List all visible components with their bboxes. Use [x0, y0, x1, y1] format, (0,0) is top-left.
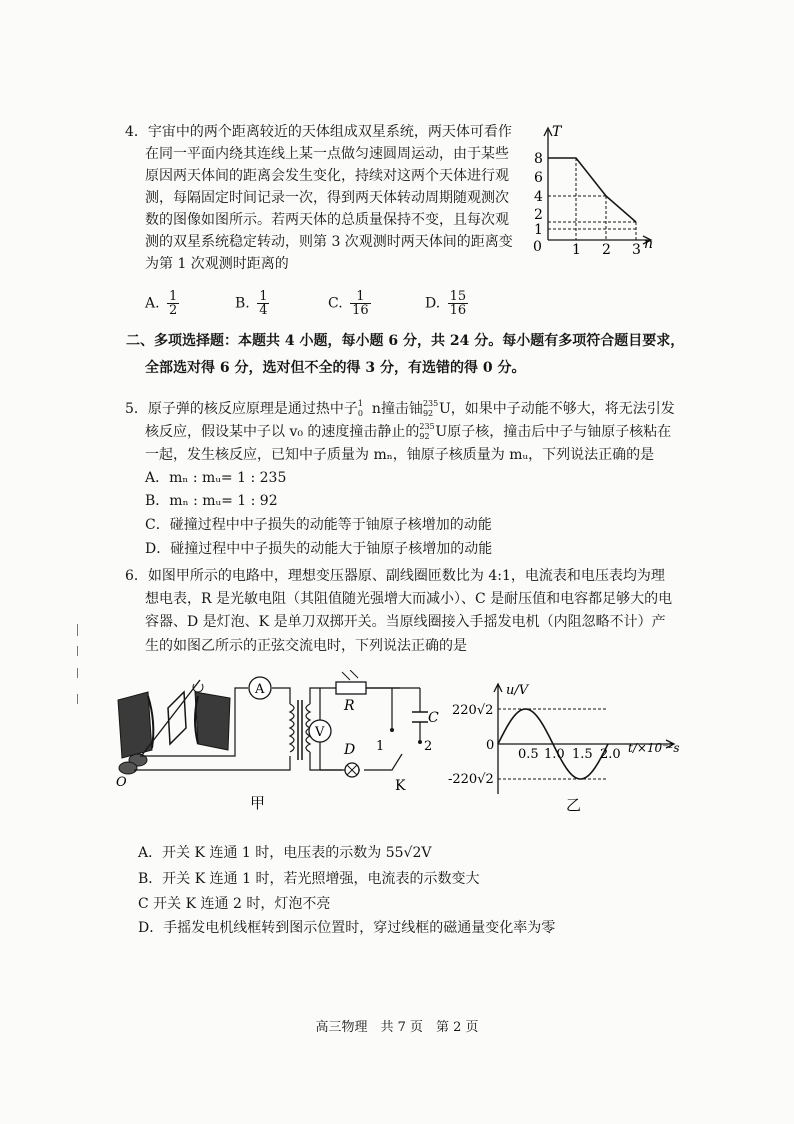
x-tick-label: 2 — [602, 242, 611, 258]
option-label: A. — [145, 295, 160, 312]
q6-line-3: 容器、D 是灯泡、K 是单刀双掷开关。当原线圈接入手摇发电机（内阻忽略不计）产 — [145, 614, 666, 630]
binding-mark — [77, 646, 78, 656]
photoresistor — [336, 682, 366, 694]
numerator: 1 — [169, 289, 178, 304]
primary-wire — [272, 688, 290, 704]
q5-option-d[interactable]: D．碰撞过程中中子损失的动能大于铀原子核增加的动能 — [145, 541, 493, 557]
denominator: 4 — [259, 303, 268, 318]
q4-option-c[interactable] — [328, 290, 371, 317]
period-curve — [548, 158, 636, 222]
origin-label: 0 — [486, 738, 495, 753]
charge-number: 92 — [419, 432, 430, 441]
lamp-label: D — [344, 742, 356, 758]
y-tick-label: 8 — [534, 151, 543, 167]
secondary-wire — [310, 752, 342, 770]
light-arrow-icon — [350, 670, 358, 678]
option-label: C. — [328, 295, 343, 312]
x-axis-label: t/×10⁻²s — [628, 741, 680, 755]
fraction — [257, 290, 269, 317]
figure-caption: 乙 — [566, 796, 582, 814]
denominator: 16 — [352, 303, 369, 318]
neutron-nuclide — [357, 399, 372, 418]
q4-line-6: 测的双星系统稳定转动，则第 3 次观测时两天体间的距离变 — [145, 234, 513, 250]
q4-line-7: 为第 1 次观测时距离的 — [145, 256, 289, 272]
voltage-graph — [448, 676, 698, 826]
denominator: 16 — [449, 303, 467, 318]
figure-caption: 甲 — [250, 794, 266, 812]
ammeter-label: A — [255, 682, 265, 697]
voltmeter-label: V — [315, 725, 325, 740]
q4-line-4: 测，每隔固定时间记录一次，得到两天体转动周期随观测次 — [145, 190, 509, 206]
q4-line-5: 数的图像如图所示。若两天体的总质量保持不变，且每次观 — [145, 212, 509, 228]
section-heading-line-1: 二、多项选择题：本题共 4 小题，每小题 6 分，共 24 分。每小题有多项符合题目要求， — [126, 333, 685, 349]
terminal-1-label: 1 — [376, 739, 385, 754]
axis-label: O — [116, 775, 127, 790]
binding-mark — [77, 624, 78, 636]
origin-label: 0 — [533, 239, 542, 255]
q5-text: 原子核，撞击后中子与铀原子核粘在 — [447, 424, 672, 440]
q6-line-1: 6．如图甲所示的电路中，理想变压器原、副线圈匝数比为 4:1，电流表和电压表均为理 — [125, 568, 665, 584]
nuclide-symbol: U — [435, 424, 448, 440]
denominator: 2 — [169, 303, 178, 318]
switch-blade — [364, 754, 402, 770]
y-tick-label: 4 — [534, 189, 543, 205]
magnet-s — [195, 692, 230, 750]
y-tick-label: 2 — [534, 207, 543, 223]
primary-wire — [134, 756, 290, 770]
uranium-nuclide — [422, 399, 439, 418]
q4-period-graph — [528, 118, 663, 258]
option-label: D. — [425, 295, 441, 312]
q4-line-2: 在同一平面内绕其连线上某一点做匀速圆周运动，由于某些 — [145, 146, 509, 162]
q6-option-a[interactable]: A．开关 K 连通 1 时，电压表的示数为 55√2V — [138, 845, 432, 861]
q4-option-b[interactable] — [235, 290, 269, 317]
light-arrow-icon — [342, 672, 350, 680]
positive-peak-label: 220√2 — [452, 703, 494, 718]
x-tick-label: 1.0 — [544, 747, 565, 762]
q5-text: 5．原子弹的核反应原理是通过热中子 — [125, 401, 358, 417]
q6-line-4: 生的如图乙所示的正弦交流电时，下列说法正确的是 — [145, 638, 467, 654]
y-axis-label: T — [552, 124, 562, 140]
numerator: 15 — [449, 289, 467, 304]
x-tick-label: 1 — [572, 242, 581, 258]
q4-option-a[interactable] — [145, 290, 179, 317]
numerator: 1 — [350, 290, 371, 304]
mass-number: 235 — [422, 399, 439, 408]
q6-option-b[interactable]: B．开关 K 连通 1 时，若光照增强，电流表的示数变大 — [138, 871, 480, 887]
q5-text: ，如果中子动能不够大，将无法引发 — [450, 401, 675, 417]
fraction — [167, 290, 179, 317]
q4-option-d[interactable] — [425, 290, 468, 317]
q5-line-2 — [145, 421, 671, 443]
x-axis-label: n — [644, 236, 654, 252]
q6-line-2: 想电表，R 是光敏电阻（其阻值随光强增大而减小）、C 是耐压值和电容都足够大的电 — [145, 591, 673, 607]
binding-mark — [77, 668, 78, 678]
y-tick-label: 6 — [534, 170, 543, 186]
q5-text: 核反应，假设某中子以 v₀ 的速度撞击静止的 — [145, 424, 420, 440]
nuclide-symbol: U — [438, 401, 451, 417]
mass-number: 1 — [357, 399, 363, 408]
q6-option-c[interactable]: C 开关 K 连通 2 时，灯泡不亮 — [138, 896, 331, 912]
q4-line-3: 原因两天体间的距离会发生变化，持续对这两个天体进行观 — [145, 168, 509, 184]
q4-line-1: 4．宇宙中的两个距离较近的天体组成双星系统，两天体可看作 — [125, 124, 512, 140]
numerator: 1 — [259, 289, 268, 304]
uranium-nuclide — [419, 422, 435, 441]
charge-number: 0 — [357, 409, 363, 418]
q5-option-b[interactable]: B．mₙ : mᵤ= 1 : 92 — [145, 493, 278, 509]
switch-label: K — [395, 778, 406, 794]
slip-ring — [119, 762, 137, 774]
q5-option-c[interactable]: C．碰撞过程中中子损失的动能等于铀原子核增加的动能 — [145, 517, 492, 533]
y-axis-label: u/V — [506, 683, 529, 698]
terminal-1 — [390, 728, 394, 732]
resistor-label: R — [344, 698, 355, 714]
primary-wire — [140, 688, 248, 756]
terminal-2-label: 2 — [424, 739, 433, 754]
section-heading-line-2: 全部选对得 6 分，选对但不全的得 3 分，有选错的得 0 分。 — [145, 360, 526, 376]
fraction — [350, 290, 371, 317]
x-tick-label: 1.5 — [572, 747, 593, 762]
q5-line-1 — [125, 398, 675, 420]
terminal-2 — [418, 740, 422, 744]
page-footer: 高三物理 共 7 页 第 2 页 — [315, 1020, 479, 1035]
q5-text: 撞击铀 — [380, 401, 423, 417]
x-tick-label: 3 — [632, 242, 641, 258]
fraction — [448, 290, 469, 317]
x-tick-label: 0.5 — [518, 747, 539, 762]
mass-number: 235 — [419, 422, 435, 431]
q5-line-3: 一起，发生核反应，已知中子质量为 mₙ，铀原子核质量为 mᵤ，下列说法正确的是 — [145, 447, 655, 463]
primary-coil — [290, 704, 294, 752]
nuclide-symbol: n — [371, 401, 381, 417]
negative-peak-label: -220√2 — [448, 772, 494, 787]
x-tick-label: 2.0 — [600, 747, 621, 762]
y-tick-label: 1 — [534, 222, 543, 238]
generator — [116, 680, 230, 790]
capacitor-label: C — [428, 710, 439, 726]
q6-option-d[interactable]: D．手摇发电机线框转到图示位置时，穿过线框的磁通量变化率为零 — [138, 920, 556, 936]
circuit-diagram — [110, 670, 450, 820]
q5-option-a[interactable]: A．mₙ : mᵤ= 1 : 235 — [145, 470, 287, 486]
option-label: B. — [235, 295, 250, 312]
charge-number: 92 — [422, 409, 434, 418]
binding-mark — [77, 694, 78, 704]
